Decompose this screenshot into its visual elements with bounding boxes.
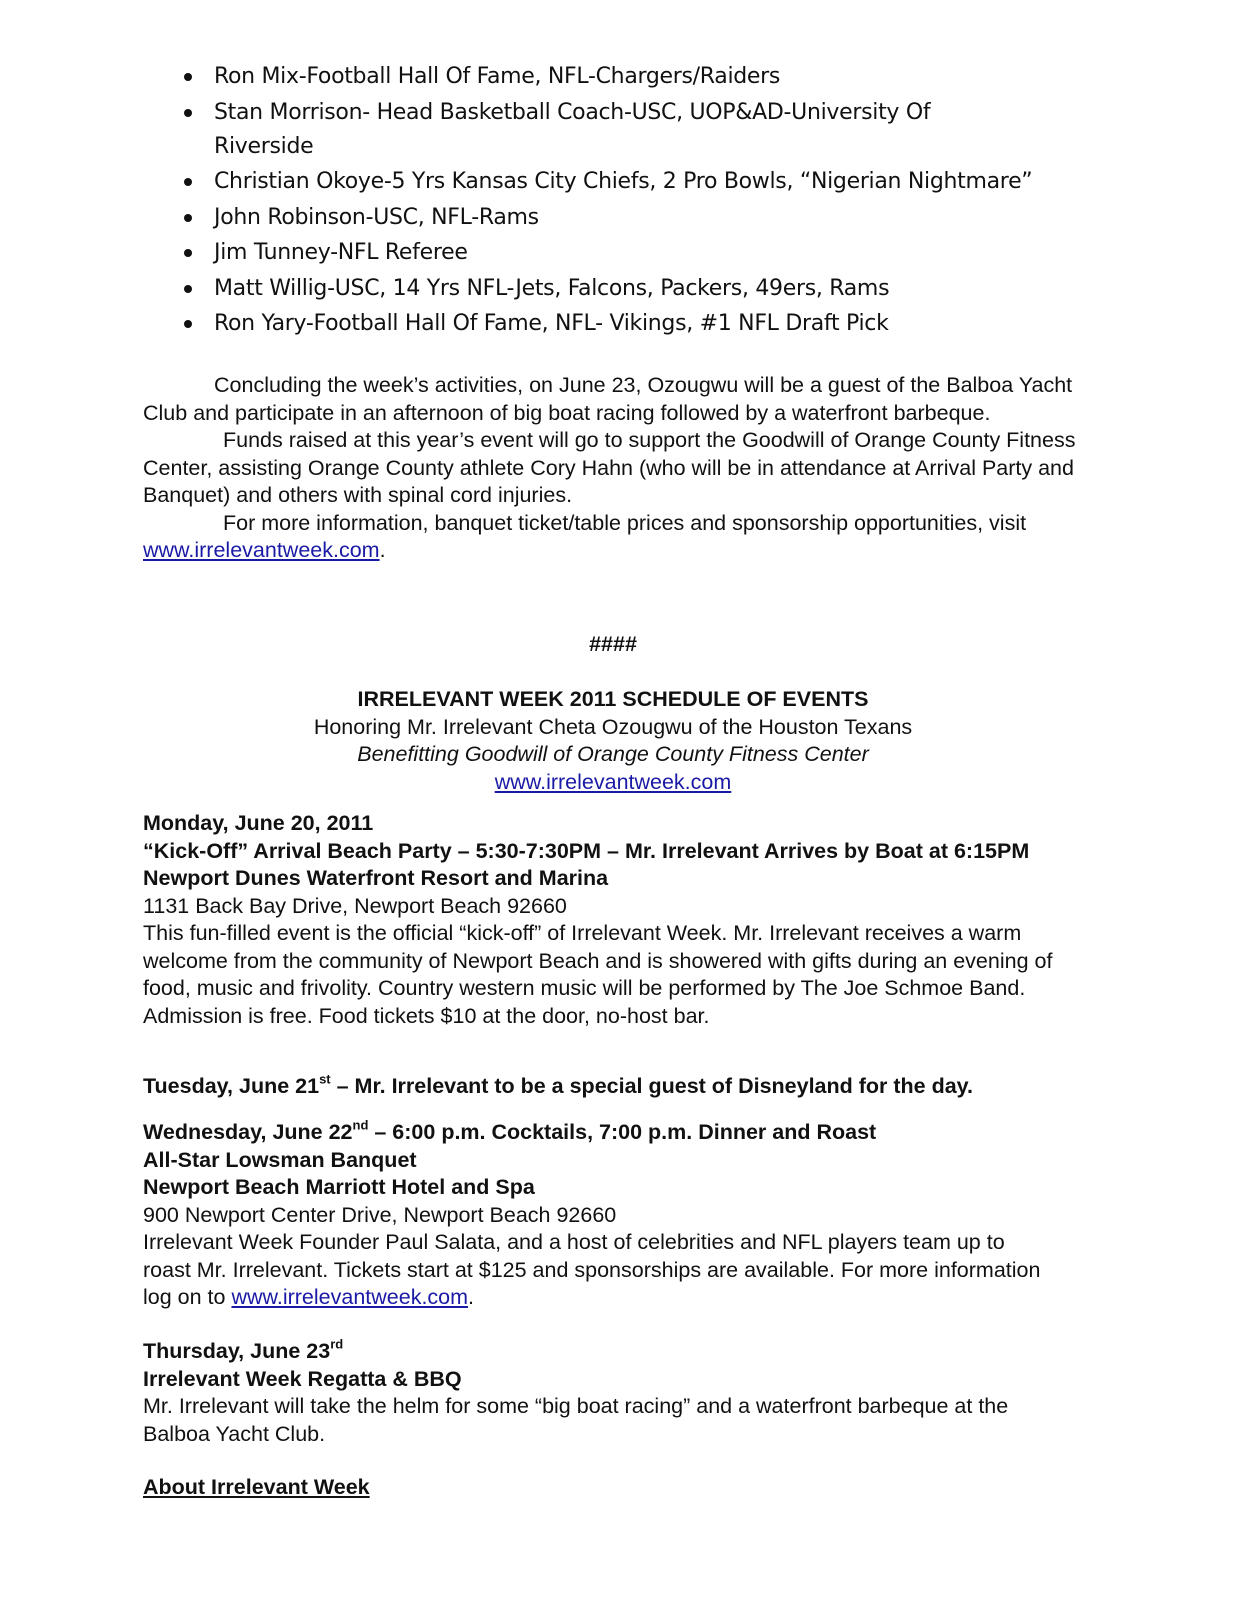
wednesday-event-title: All-Star Lowsman Banquet xyxy=(143,1147,417,1172)
schedule-header xyxy=(143,686,1083,796)
monday-description: This fun-filled event is the official “kick-off” of Irrelevant Week. Mr. Irrelevant receives a warm welcome from the community of Newport Beach and is showered with gifts during an evening of food, music and frivolity. Country western music will be performed by The Joe Schmoe Band. Admission is free. Food tickets $10 at the door, no-host bar. xyxy=(143,921,1053,1028)
thursday-date: Thursday, June 23rd xyxy=(143,1336,344,1363)
wednesday-date: Wednesday, June 22nd – 6:00 p.m. Cocktails, 7:00 p.m. Dinner and Roast xyxy=(143,1117,877,1144)
thursday-event xyxy=(143,1338,1083,1448)
list-item: Ron Yary-Football Hall Of Fame, NFL- Vikings, #1 NFL Draft Pick xyxy=(184,307,1084,341)
bullet-icon xyxy=(184,109,192,117)
bullet-icon xyxy=(184,214,192,222)
list-item: Jim Tunney-NFL Referee xyxy=(184,236,1084,270)
thursday-event-title: Irrelevant Week Regatta & BBQ xyxy=(143,1366,462,1391)
list-item: Stan Morrison- Head Basketball Coach-USC, UOP&AD-University Of Riverside xyxy=(184,96,974,164)
monday-date: Monday, June 20, 2011 xyxy=(143,811,374,835)
list-item: Matt Willig-USC, 14 Yrs NFL-Jets, Falcons, Packers, 49ers, Rams xyxy=(184,272,1084,306)
thursday-description: Mr. Irrelevant will take the helm for some “big boat racing” and a waterfront barbeque at the Balboa Yacht Club. xyxy=(143,1394,1009,1446)
about-heading: About Irrelevant Week xyxy=(143,1475,370,1499)
section-separator: #### xyxy=(589,632,637,656)
paragraph-concluding: Concluding the week’s activities, on June 23, Ozougwu will be a guest of the Balboa Yacht Club and participate in an afternoon of big boat racing followed by a waterfront barbeque. xyxy=(143,373,1073,425)
monday-address: 1131 Back Bay Drive, Newport Beach 92660 xyxy=(143,893,567,918)
alumni-bullet-list xyxy=(184,60,1084,343)
wednesday-website-link[interactable]: www.irrelevantweek.com xyxy=(231,1285,469,1309)
tuesday-event: Tuesday, June 21st – Mr. Irrelevant to be a special guest of Disneyland for the day. xyxy=(143,1071,974,1098)
list-item: Ron Mix-Football Hall Of Fame, NFL-Chargers/Raiders xyxy=(184,60,1084,94)
list-item: Christian Okoye-5 Yrs Kansas City Chiefs, 2 Pro Bowls, “Nigerian Nightmare” xyxy=(184,165,1084,199)
schedule-website-link[interactable]: www.irrelevantweek.com xyxy=(494,769,732,794)
wednesday-description: Irrelevant Week Founder Paul Salata, and a host of celebrities and NFL players team up to roast Mr. Irrelevant. Tickets start at $125 and sponsorships are available. For more information log on to www.irrelevantweek.com. xyxy=(143,1230,1041,1309)
bullet-icon xyxy=(184,285,192,293)
wednesday-venue: Newport Beach Marriott Hotel and Spa xyxy=(143,1175,535,1199)
monday-event-title: “Kick-Off” Arrival Beach Party – 5:30-7:30PM – Mr. Irrelevant Arrives by Boat at 6:15PM xyxy=(143,838,1030,863)
monday-event xyxy=(143,810,1083,1030)
bullet-icon xyxy=(184,178,192,186)
wednesday-address: 900 Newport Center Drive, Newport Beach 92660 xyxy=(143,1202,617,1227)
bullet-icon xyxy=(184,73,192,81)
schedule-benefit: Benefitting Goodwill of Orange County Fitness Center xyxy=(357,742,869,766)
monday-venue: Newport Dunes Waterfront Resort and Marina xyxy=(143,866,609,890)
bullet-icon xyxy=(184,320,192,328)
schedule-subtitle: Honoring Mr. Irrelevant Cheta Ozougwu of the Houston Texans xyxy=(313,714,913,739)
website-link[interactable]: www.irrelevantweek.com xyxy=(143,538,380,562)
paragraph-funds: Funds raised at this year’s event will go to support the Goodwill of Orange County Fitness Center, assisting Orange County athlete Cory Hahn (who will be in attendance at Arrival Party and Banquet) and others with spinal cord injuries. xyxy=(143,428,1076,507)
list-item: John Robinson-USC, NFL-Rams xyxy=(184,201,1084,235)
bullet-icon xyxy=(184,249,192,257)
wednesday-event xyxy=(143,1119,1083,1312)
schedule-title: IRRELEVANT WEEK 2011 SCHEDULE OF EVENTS xyxy=(357,687,869,711)
paragraph-more-info: For more information, banquet ticket/table prices and sponsorship opportunities, visit www.irrelevantweek.com. xyxy=(143,510,1027,562)
closing-paragraphs xyxy=(143,372,1083,565)
